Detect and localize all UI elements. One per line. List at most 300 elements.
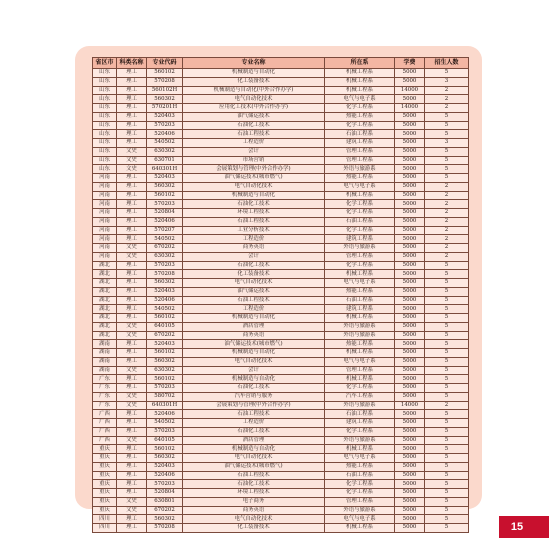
cell-major-code: 630302 [147, 147, 183, 156]
cell-tuition: 5000 [395, 139, 425, 148]
cell-category: 文史 [117, 156, 147, 165]
cell-province: 四川 [93, 524, 117, 533]
cell-major-code: 540502 [147, 235, 183, 244]
cell-province: 山东 [93, 121, 117, 130]
cell-category: 理工 [117, 191, 147, 200]
cell-category: 理工 [117, 69, 147, 78]
cell-enrollment: 2 [425, 182, 469, 191]
cell-category: 文史 [117, 331, 147, 340]
cell-tuition: 5000 [395, 95, 425, 104]
cell-tuition: 5000 [395, 480, 425, 489]
cell-category: 理工 [117, 357, 147, 366]
cell-category: 文史 [117, 497, 147, 506]
table-row [93, 401, 469, 410]
cell-tuition: 14000 [395, 401, 425, 410]
cell-tuition: 5000 [395, 69, 425, 78]
cell-category: 文史 [117, 252, 147, 261]
cell-major-name: 油气储运技术(城市燃气) [183, 462, 325, 471]
cell-tuition: 5000 [395, 252, 425, 261]
cell-enrollment: 5 [425, 506, 469, 515]
cell-enrollment: 5 [425, 454, 469, 463]
cell-tuition: 14000 [395, 86, 425, 95]
cell-major-name: 化工装备技术 [183, 270, 325, 279]
cell-major-name: 工程造价 [183, 419, 325, 428]
cell-major-code: 640105 [147, 322, 183, 331]
cell-major-name: 油气储运技术 [183, 112, 325, 121]
cell-category: 理工 [117, 209, 147, 218]
header-major-code: 专业代码 [147, 58, 183, 69]
cell-tuition: 5000 [395, 270, 425, 279]
cell-category: 理工 [117, 454, 147, 463]
cell-major-code: 520403 [147, 287, 183, 296]
cell-province: 广西 [93, 419, 117, 428]
cell-enrollment: 5 [425, 471, 469, 480]
cell-major-code: 520403 [147, 112, 183, 121]
cell-province: 湖北 [93, 279, 117, 288]
cell-province: 重庆 [93, 480, 117, 489]
table-row [93, 384, 469, 393]
cell-tuition: 5000 [395, 445, 425, 454]
cell-department: 外语与旅游系 [325, 165, 395, 174]
cell-major-name: 汽车营销与服务 [183, 392, 325, 401]
cell-department: 机械工程系 [325, 375, 395, 384]
cell-enrollment: 5 [425, 270, 469, 279]
cell-province: 河南 [93, 191, 117, 200]
cell-tuition: 5000 [395, 147, 425, 156]
table-row [93, 322, 469, 331]
table-row [93, 296, 469, 305]
table-row [93, 182, 469, 191]
cell-province: 广西 [93, 436, 117, 445]
enrollment-plan-table [92, 57, 469, 533]
cell-province: 重庆 [93, 445, 117, 454]
cell-enrollment: 5 [425, 480, 469, 489]
cell-category: 文史 [117, 401, 147, 410]
cell-category: 理工 [117, 261, 147, 270]
cell-province: 广东 [93, 384, 117, 393]
cell-major-code: 540502 [147, 305, 183, 314]
cell-category: 理工 [117, 384, 147, 393]
cell-tuition: 5000 [395, 191, 425, 200]
cell-major-name: 机械制造与自动化 [183, 191, 325, 200]
cell-tuition: 5000 [395, 410, 425, 419]
cell-major-code: 560102 [147, 191, 183, 200]
cell-major-code: 560102 [147, 445, 183, 454]
cell-category: 文史 [117, 436, 147, 445]
cell-department: 化学工程系 [325, 104, 395, 113]
cell-tuition: 5000 [395, 366, 425, 375]
cell-major-code: 560102 [147, 349, 183, 358]
table-row [93, 77, 469, 86]
cell-province: 湖南 [93, 357, 117, 366]
table-row [93, 454, 469, 463]
cell-department: 化学工程系 [325, 121, 395, 130]
cell-major-code: 520403 [147, 462, 183, 471]
cell-major-name: 石油工程技术 [183, 296, 325, 305]
cell-tuition: 5000 [395, 524, 425, 533]
cell-department: 石油工程系 [325, 130, 395, 139]
table-row [93, 427, 469, 436]
cell-enrollment: 5 [425, 410, 469, 419]
header-tuition: 学费 [395, 58, 425, 69]
page-number: 15 [505, 518, 529, 536]
table-row [93, 156, 469, 165]
table-row [93, 217, 469, 226]
cell-category: 理工 [117, 375, 147, 384]
cell-category: 理工 [117, 174, 147, 183]
cell-major-name: 油气储运技术(城市燃气) [183, 174, 325, 183]
cell-major-name: 商务英语 [183, 506, 325, 515]
cell-major-name: 酒店管理 [183, 436, 325, 445]
cell-province: 山东 [93, 139, 117, 148]
cell-enrollment: 5 [425, 497, 469, 506]
cell-major-code: 630302 [147, 366, 183, 375]
cell-tuition: 5000 [395, 349, 425, 358]
cell-province: 湖北 [93, 296, 117, 305]
cell-major-name: 酒店管理 [183, 322, 325, 331]
cell-province: 湖南 [93, 349, 117, 358]
cell-major-code: 560302 [147, 454, 183, 463]
cell-major-code: 570203 [147, 480, 183, 489]
cell-department: 电气与电子系 [325, 95, 395, 104]
table-row [93, 252, 469, 261]
cell-major-name: 机械制造与自动化 [183, 445, 325, 454]
cell-enrollment: 2 [425, 244, 469, 253]
cell-tuition: 5000 [395, 506, 425, 515]
cell-department: 管理工程系 [325, 252, 395, 261]
table-row [93, 95, 469, 104]
cell-enrollment: 5 [425, 357, 469, 366]
cell-major-name: 商务英语 [183, 244, 325, 253]
cell-tuition: 5000 [395, 217, 425, 226]
cell-department: 管理工程系 [325, 156, 395, 165]
cell-category: 文史 [117, 165, 147, 174]
table-row [93, 191, 469, 200]
cell-major-name: 电子商务 [183, 497, 325, 506]
cell-department: 外语与旅游系 [325, 244, 395, 253]
table-row [93, 489, 469, 498]
table-row [93, 139, 469, 148]
cell-enrollment: 5 [425, 524, 469, 533]
cell-category: 理工 [117, 279, 147, 288]
cell-category: 理工 [117, 445, 147, 454]
table-row [93, 462, 469, 471]
enrollment-plan-sheet [92, 57, 468, 533]
cell-department: 外语与旅游系 [325, 331, 395, 340]
cell-enrollment: 5 [425, 340, 469, 349]
cell-province: 重庆 [93, 497, 117, 506]
cell-department: 电气与电子系 [325, 454, 395, 463]
cell-category: 理工 [117, 296, 147, 305]
cell-category: 文史 [117, 392, 147, 401]
table-row [93, 147, 469, 156]
cell-department: 热能工程系 [325, 112, 395, 121]
cell-major-code: 580702 [147, 392, 183, 401]
cell-tuition: 5000 [395, 130, 425, 139]
cell-major-name: 石油化工技术 [183, 480, 325, 489]
cell-major-code: 560302 [147, 279, 183, 288]
cell-enrollment: 5 [425, 165, 469, 174]
cell-tuition: 5000 [395, 112, 425, 121]
table-row [93, 340, 469, 349]
cell-enrollment: 2 [425, 95, 469, 104]
cell-major-name: 工程造价 [183, 139, 325, 148]
cell-department: 外语与旅游系 [325, 322, 395, 331]
table-row [93, 392, 469, 401]
cell-category: 理工 [117, 489, 147, 498]
cell-enrollment: 5 [425, 279, 469, 288]
cell-tuition: 5000 [395, 357, 425, 366]
cell-category: 理工 [117, 104, 147, 113]
cell-tuition: 5000 [395, 314, 425, 323]
cell-tuition: 5000 [395, 156, 425, 165]
cell-major-code: 560302 [147, 182, 183, 191]
cell-category: 理工 [117, 340, 147, 349]
cell-enrollment: 5 [425, 366, 469, 375]
cell-major-code: 570201H [147, 104, 183, 113]
cell-major-code: 520406 [147, 471, 183, 480]
cell-tuition: 5000 [395, 427, 425, 436]
cell-province: 山东 [93, 69, 117, 78]
cell-major-code: 560102 [147, 314, 183, 323]
cell-province: 山东 [93, 156, 117, 165]
cell-major-name: 会计 [183, 252, 325, 261]
cell-category: 理工 [117, 305, 147, 314]
cell-tuition: 5000 [395, 419, 425, 428]
cell-major-code: 560102 [147, 69, 183, 78]
cell-enrollment: 5 [425, 489, 469, 498]
header-department: 所在系 [325, 58, 395, 69]
cell-department: 外语与旅游系 [325, 401, 395, 410]
cell-tuition: 5000 [395, 287, 425, 296]
cell-tuition: 5000 [395, 165, 425, 174]
cell-enrollment: 5 [425, 130, 469, 139]
cell-tuition: 5000 [395, 77, 425, 86]
table-row [93, 270, 469, 279]
cell-tuition: 5000 [395, 322, 425, 331]
cell-enrollment: 5 [425, 515, 469, 524]
cell-tuition: 5000 [395, 235, 425, 244]
cell-major-name: 电气自动化技术 [183, 357, 325, 366]
cell-enrollment: 5 [425, 147, 469, 156]
cell-enrollment: 2 [425, 226, 469, 235]
cell-department: 化学工程系 [325, 427, 395, 436]
cell-major-code: 630701 [147, 156, 183, 165]
cell-province: 四川 [93, 515, 117, 524]
cell-enrollment: 5 [425, 156, 469, 165]
cell-category: 理工 [117, 427, 147, 436]
cell-enrollment: 5 [425, 261, 469, 270]
cell-department: 化学工程系 [325, 384, 395, 393]
cell-major-code: 640301H [147, 165, 183, 174]
cell-major-code: 560102 [147, 375, 183, 384]
table-row [93, 244, 469, 253]
cell-major-code: 520804 [147, 209, 183, 218]
cell-department: 机械工程系 [325, 524, 395, 533]
cell-tuition: 5000 [395, 261, 425, 270]
cell-province: 湖北 [93, 261, 117, 270]
cell-department: 外语与旅游系 [325, 436, 395, 445]
cell-enrollment: 2 [425, 200, 469, 209]
cell-province: 山东 [93, 130, 117, 139]
cell-category: 理工 [117, 515, 147, 524]
cell-major-name: 电气自动化技术 [183, 454, 325, 463]
cell-enrollment: 3 [425, 139, 469, 148]
cell-enrollment: 5 [425, 349, 469, 358]
cell-enrollment: 5 [425, 322, 469, 331]
table-row [93, 410, 469, 419]
cell-major-name: 石油化工技术 [183, 384, 325, 393]
table-row [93, 69, 469, 78]
cell-department: 建筑工程系 [325, 419, 395, 428]
cell-department: 管理工程系 [325, 366, 395, 375]
cell-major-name: 会计 [183, 147, 325, 156]
table-row [93, 366, 469, 375]
cell-major-name: 应用化工技术(中外合作办学) [183, 104, 325, 113]
cell-category: 理工 [117, 217, 147, 226]
cell-province: 山东 [93, 86, 117, 95]
cell-tuition: 5000 [395, 174, 425, 183]
cell-enrollment: 2 [425, 401, 469, 410]
cell-province: 河南 [93, 226, 117, 235]
cell-major-name: 石油化工技术 [183, 427, 325, 436]
cell-major-name: 机械制造与自动化 [183, 69, 325, 78]
cell-major-name: 电气自动化技术 [183, 279, 325, 288]
cell-tuition: 5000 [395, 200, 425, 209]
cell-category: 理工 [117, 287, 147, 296]
table-row [93, 121, 469, 130]
cell-province: 广西 [93, 410, 117, 419]
cell-department: 化学工程系 [325, 226, 395, 235]
cell-tuition: 5000 [395, 392, 425, 401]
cell-category: 文史 [117, 506, 147, 515]
cell-tuition: 5000 [395, 384, 425, 393]
cell-department: 热能工程系 [325, 340, 395, 349]
cell-major-name: 石油工程技术 [183, 130, 325, 139]
cell-tuition: 5000 [395, 454, 425, 463]
cell-major-code: 670202 [147, 506, 183, 515]
table-row [93, 471, 469, 480]
cell-province: 重庆 [93, 471, 117, 480]
cell-tuition: 5000 [395, 244, 425, 253]
cell-category: 理工 [117, 419, 147, 428]
cell-major-name: 会计 [183, 366, 325, 375]
cell-category: 文史 [117, 366, 147, 375]
cell-major-code: 520406 [147, 130, 183, 139]
cell-category: 理工 [117, 86, 147, 95]
cell-enrollment: 5 [425, 287, 469, 296]
cell-major-code: 570208 [147, 77, 183, 86]
cell-province: 山东 [93, 104, 117, 113]
cell-tuition: 5000 [395, 226, 425, 235]
cell-category: 理工 [117, 349, 147, 358]
cell-tuition: 5000 [395, 436, 425, 445]
table-row [93, 261, 469, 270]
cell-tuition: 5000 [395, 340, 425, 349]
cell-department: 建筑工程系 [325, 305, 395, 314]
cell-province: 重庆 [93, 506, 117, 515]
cell-major-code: 560102H [147, 86, 183, 95]
cell-category: 理工 [117, 95, 147, 104]
cell-tuition: 5000 [395, 331, 425, 340]
cell-major-code: 540502 [147, 139, 183, 148]
cell-major-code: 570203 [147, 121, 183, 130]
table-row [93, 506, 469, 515]
cell-major-name: 商务英语 [183, 331, 325, 340]
cell-province: 山东 [93, 95, 117, 104]
cell-category: 文史 [117, 322, 147, 331]
cell-tuition: 5000 [395, 375, 425, 384]
cell-category: 理工 [117, 77, 147, 86]
table-row [93, 279, 469, 288]
cell-major-code: 570203 [147, 261, 183, 270]
cell-tuition: 14000 [395, 104, 425, 113]
table-row [93, 480, 469, 489]
cell-enrollment: 5 [425, 69, 469, 78]
cell-major-name: 工程造价 [183, 235, 325, 244]
cell-enrollment: 5 [425, 384, 469, 393]
cell-major-name: 电气自动化技术 [183, 182, 325, 191]
cell-category: 理工 [117, 410, 147, 419]
cell-major-name: 工程造价 [183, 305, 325, 314]
cell-department: 石油工程系 [325, 217, 395, 226]
cell-major-code: 670202 [147, 244, 183, 253]
cell-major-name: 石油工程技术 [183, 471, 325, 480]
cell-major-name: 化工装备技术 [183, 524, 325, 533]
cell-major-name: 环境工程技术 [183, 209, 325, 218]
cell-major-code: 570203 [147, 427, 183, 436]
cell-enrollment: 2 [425, 86, 469, 95]
cell-tuition: 5000 [395, 462, 425, 471]
cell-department: 化学工程系 [325, 489, 395, 498]
cell-major-code: 570203 [147, 384, 183, 393]
cell-department: 管理工程系 [325, 497, 395, 506]
cell-province: 重庆 [93, 454, 117, 463]
cell-major-code: 560302 [147, 357, 183, 366]
cell-category: 理工 [117, 314, 147, 323]
cell-enrollment: 5 [425, 331, 469, 340]
cell-tuition: 5000 [395, 121, 425, 130]
cell-province: 湖南 [93, 340, 117, 349]
cell-enrollment: 5 [425, 392, 469, 401]
cell-major-code: 570203 [147, 200, 183, 209]
cell-tuition: 5000 [395, 515, 425, 524]
cell-province: 湖北 [93, 270, 117, 279]
table-row [93, 200, 469, 209]
cell-category: 理工 [117, 200, 147, 209]
cell-major-name: 会展策划与管理(中外合作办学) [183, 165, 325, 174]
cell-department: 建筑工程系 [325, 235, 395, 244]
header-province: 省区市 [93, 58, 117, 69]
cell-enrollment: 5 [425, 462, 469, 471]
table-row [93, 287, 469, 296]
table-header-row [93, 58, 469, 69]
cell-province: 河南 [93, 200, 117, 209]
cell-major-code: 520804 [147, 489, 183, 498]
cell-tuition: 5000 [395, 296, 425, 305]
cell-major-code: 670202 [147, 331, 183, 340]
cell-major-name: 油气储运技术 [183, 287, 325, 296]
cell-category: 理工 [117, 226, 147, 235]
cell-major-name: 石油工程技术 [183, 217, 325, 226]
cell-enrollment: 5 [425, 419, 469, 428]
header-major-name: 专业名称 [183, 58, 325, 69]
cell-department: 机械工程系 [325, 349, 395, 358]
cell-major-name: 石油化工技术 [183, 200, 325, 209]
cell-department: 机械工程系 [325, 77, 395, 86]
cell-department: 化学工程系 [325, 480, 395, 489]
cell-major-name: 石油工程技术 [183, 410, 325, 419]
